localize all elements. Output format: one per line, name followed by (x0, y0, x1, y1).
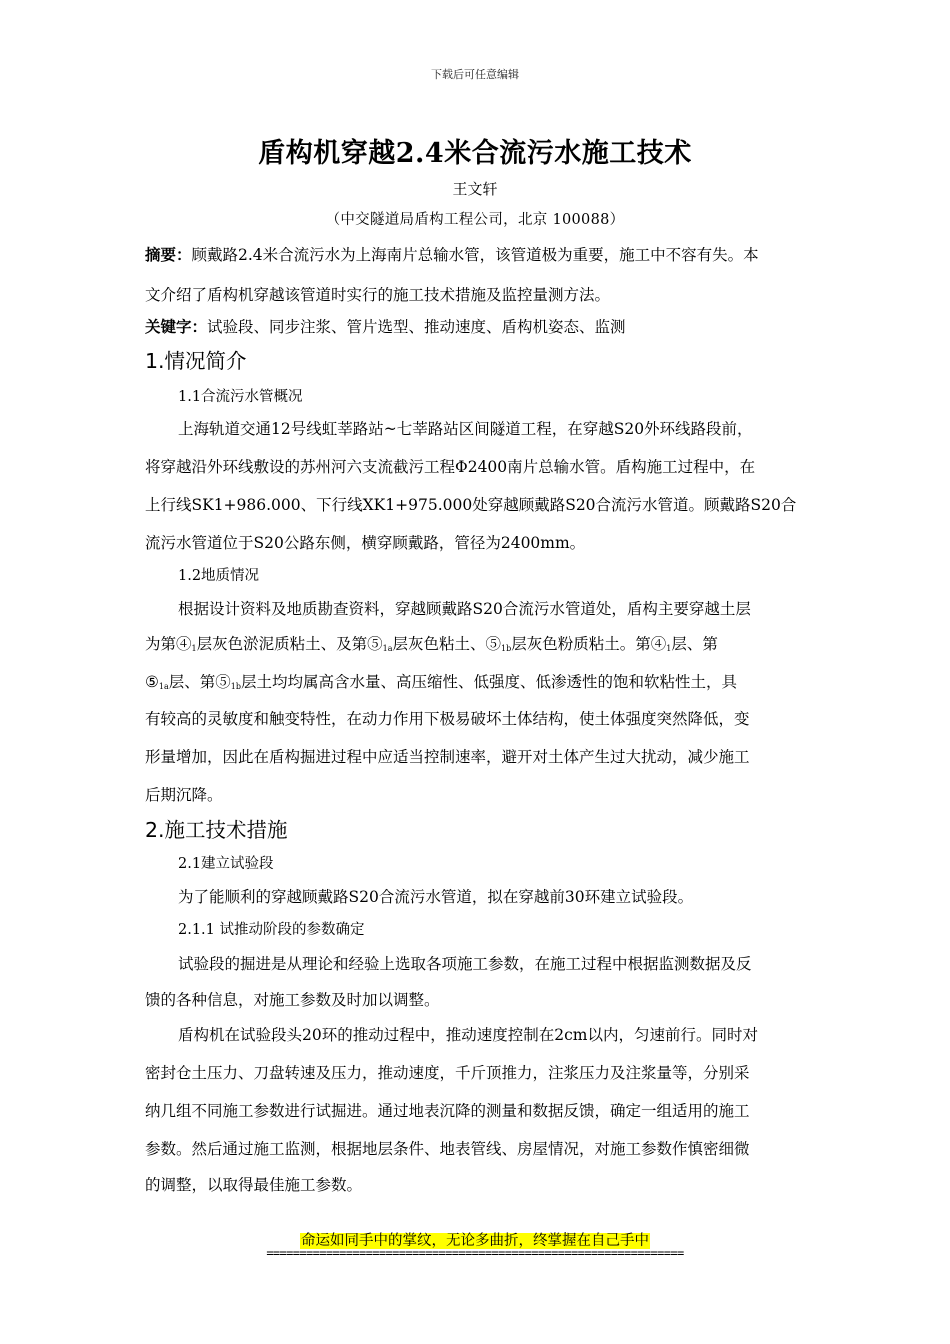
text-run: ⑤ (145, 673, 159, 691)
paragraph-line: 形量增加，因此在盾构掘进过程中应适当控制速率，避开对土体产生过大扰动，减少施工 (145, 748, 750, 766)
keywords-text: 试验段、同步注浆、管片选型、推动速度、盾构机姿态、监测 (207, 318, 626, 336)
footer-motto-text: 命运如同手中的掌纹，无论多曲折，终掌握在自己手中 (301, 1233, 649, 1249)
text-run: 层土均均属高含水量、高压缩性、低强度、低渗透性的饱和软粘性土，具 (241, 673, 738, 691)
keywords-line (145, 315, 807, 337)
text-run: 层、第⑤ (168, 673, 231, 691)
text-run: 层灰色粉质粘土。第④ (511, 635, 667, 653)
abstract-label: 摘要： (145, 245, 192, 264)
header-note: 下载后可任意编辑 (431, 68, 519, 81)
paragraph-line: 根据设计资料及地质勘查资料，穿越顾戴路S20合流污水管道处，盾构主要穿越土层 (178, 600, 751, 618)
subsection-2-1-heading: 2.1建立试验段 (178, 856, 274, 872)
author-affiliation: （中交隧道局盾构工程公司，北京 100088） (325, 212, 625, 228)
text-run: 层灰色粘土、⑤ (392, 635, 501, 653)
paragraph-line: 的调整，以取得最佳施工参数。 (145, 1176, 363, 1194)
paragraph-line: 纳几组不同施工参数进行试掘进。通过地表沉降的测量和数据反馈，确定一组适用的施工 (145, 1102, 750, 1120)
paragraph-line: 试验段的掘进是从理论和经验上选取各项施工参数，在施工过程中根据监测数据及反 (178, 955, 752, 973)
paragraph-line: 上海轨道交通12号线虹莘路站~七莘路站区间隧道工程，在穿越S20外环线路段前， (178, 420, 753, 438)
section-1-heading: 1.情况简介 (145, 349, 247, 373)
paragraph-line: 上行线SK1+986.000、下行线XK1+975.000处穿越顾戴路S20合流污水管道。顾戴路S20合 (145, 496, 797, 514)
paragraph-line: 流污水管道位于S20公路东侧，横穿顾戴路，管径为2400mm。 (145, 534, 586, 552)
author-name: 王文轩 (452, 180, 498, 198)
paragraph-line: 盾构机在试验段头20环的推动过程中，推动速度控制在2cm以内，匀速前行。同时对 (178, 1026, 758, 1044)
text-run: 层灰色淤泥质粘土、及第⑤ (196, 635, 383, 653)
paragraph-line-with-subscripts (145, 632, 807, 654)
subscript: 1 (191, 644, 197, 653)
text-run: 为第④ (145, 635, 192, 653)
paragraph-line: 将穿越沿外环线敷设的苏州河六支流截污工程Φ2400南片总输水管。盾构施工过程中，在 (145, 458, 756, 476)
text-run: 层、第 (671, 635, 718, 653)
abstract-text-1: 顾戴路2.4米合流污水为上海南片总输水管，该管道极为重要，施工中不容有失。本 (191, 246, 759, 264)
paragraph-line: 后期沉降。 (145, 786, 223, 804)
subscript: 1a (158, 682, 169, 691)
paragraph-line: 参数。然后通过施工监测，根据地层条件、地表管线、房屋情况，对施工参数作慎密细微 (145, 1140, 750, 1158)
paragraph-line: 密封仓土压力、刀盘转速及压力，推动速度，千斤顶推力，注浆压力及注浆量等，分别采 (145, 1064, 750, 1082)
section-2-heading: 2.施工技术措施 (145, 818, 288, 842)
subsection-1-1-heading: 1.1合流污水管概况 (178, 389, 303, 405)
paragraph-line-with-subscripts (145, 670, 807, 692)
subscript: 1 (666, 644, 672, 653)
paper-title: 盾构机穿越2.4米合流污水施工技术 (258, 138, 692, 169)
footer-rule: =============================================================== (266, 1246, 684, 1260)
subscript: 1b (230, 682, 241, 691)
subsection-1-2-heading: 1.2地质情况 (178, 568, 260, 584)
keywords-label: 关键字： (145, 317, 208, 336)
subscript: 1b (501, 644, 512, 653)
paragraph-line: 有较高的灵敏度和触变特性，在动力作用下极易破坏土体结构，使土体强度突然降低，变 (145, 710, 750, 728)
abstract-line-2: 文介绍了盾构机穿越该管道时实行的施工技术措施及监控量测方法。 (145, 286, 611, 304)
abstract-line-1 (145, 243, 807, 265)
subsection-2-1-1-heading: 2.1.1 试推动阶段的参数确定 (178, 922, 365, 938)
paragraph-line: 馈的各种信息，对施工参数及时加以调整。 (145, 991, 440, 1009)
paragraph-line: 为了能顺利的穿越顾戴路S20合流污水管道，拟在穿越前30环建立试验段。 (178, 888, 694, 906)
subscript: 1a (382, 644, 393, 653)
